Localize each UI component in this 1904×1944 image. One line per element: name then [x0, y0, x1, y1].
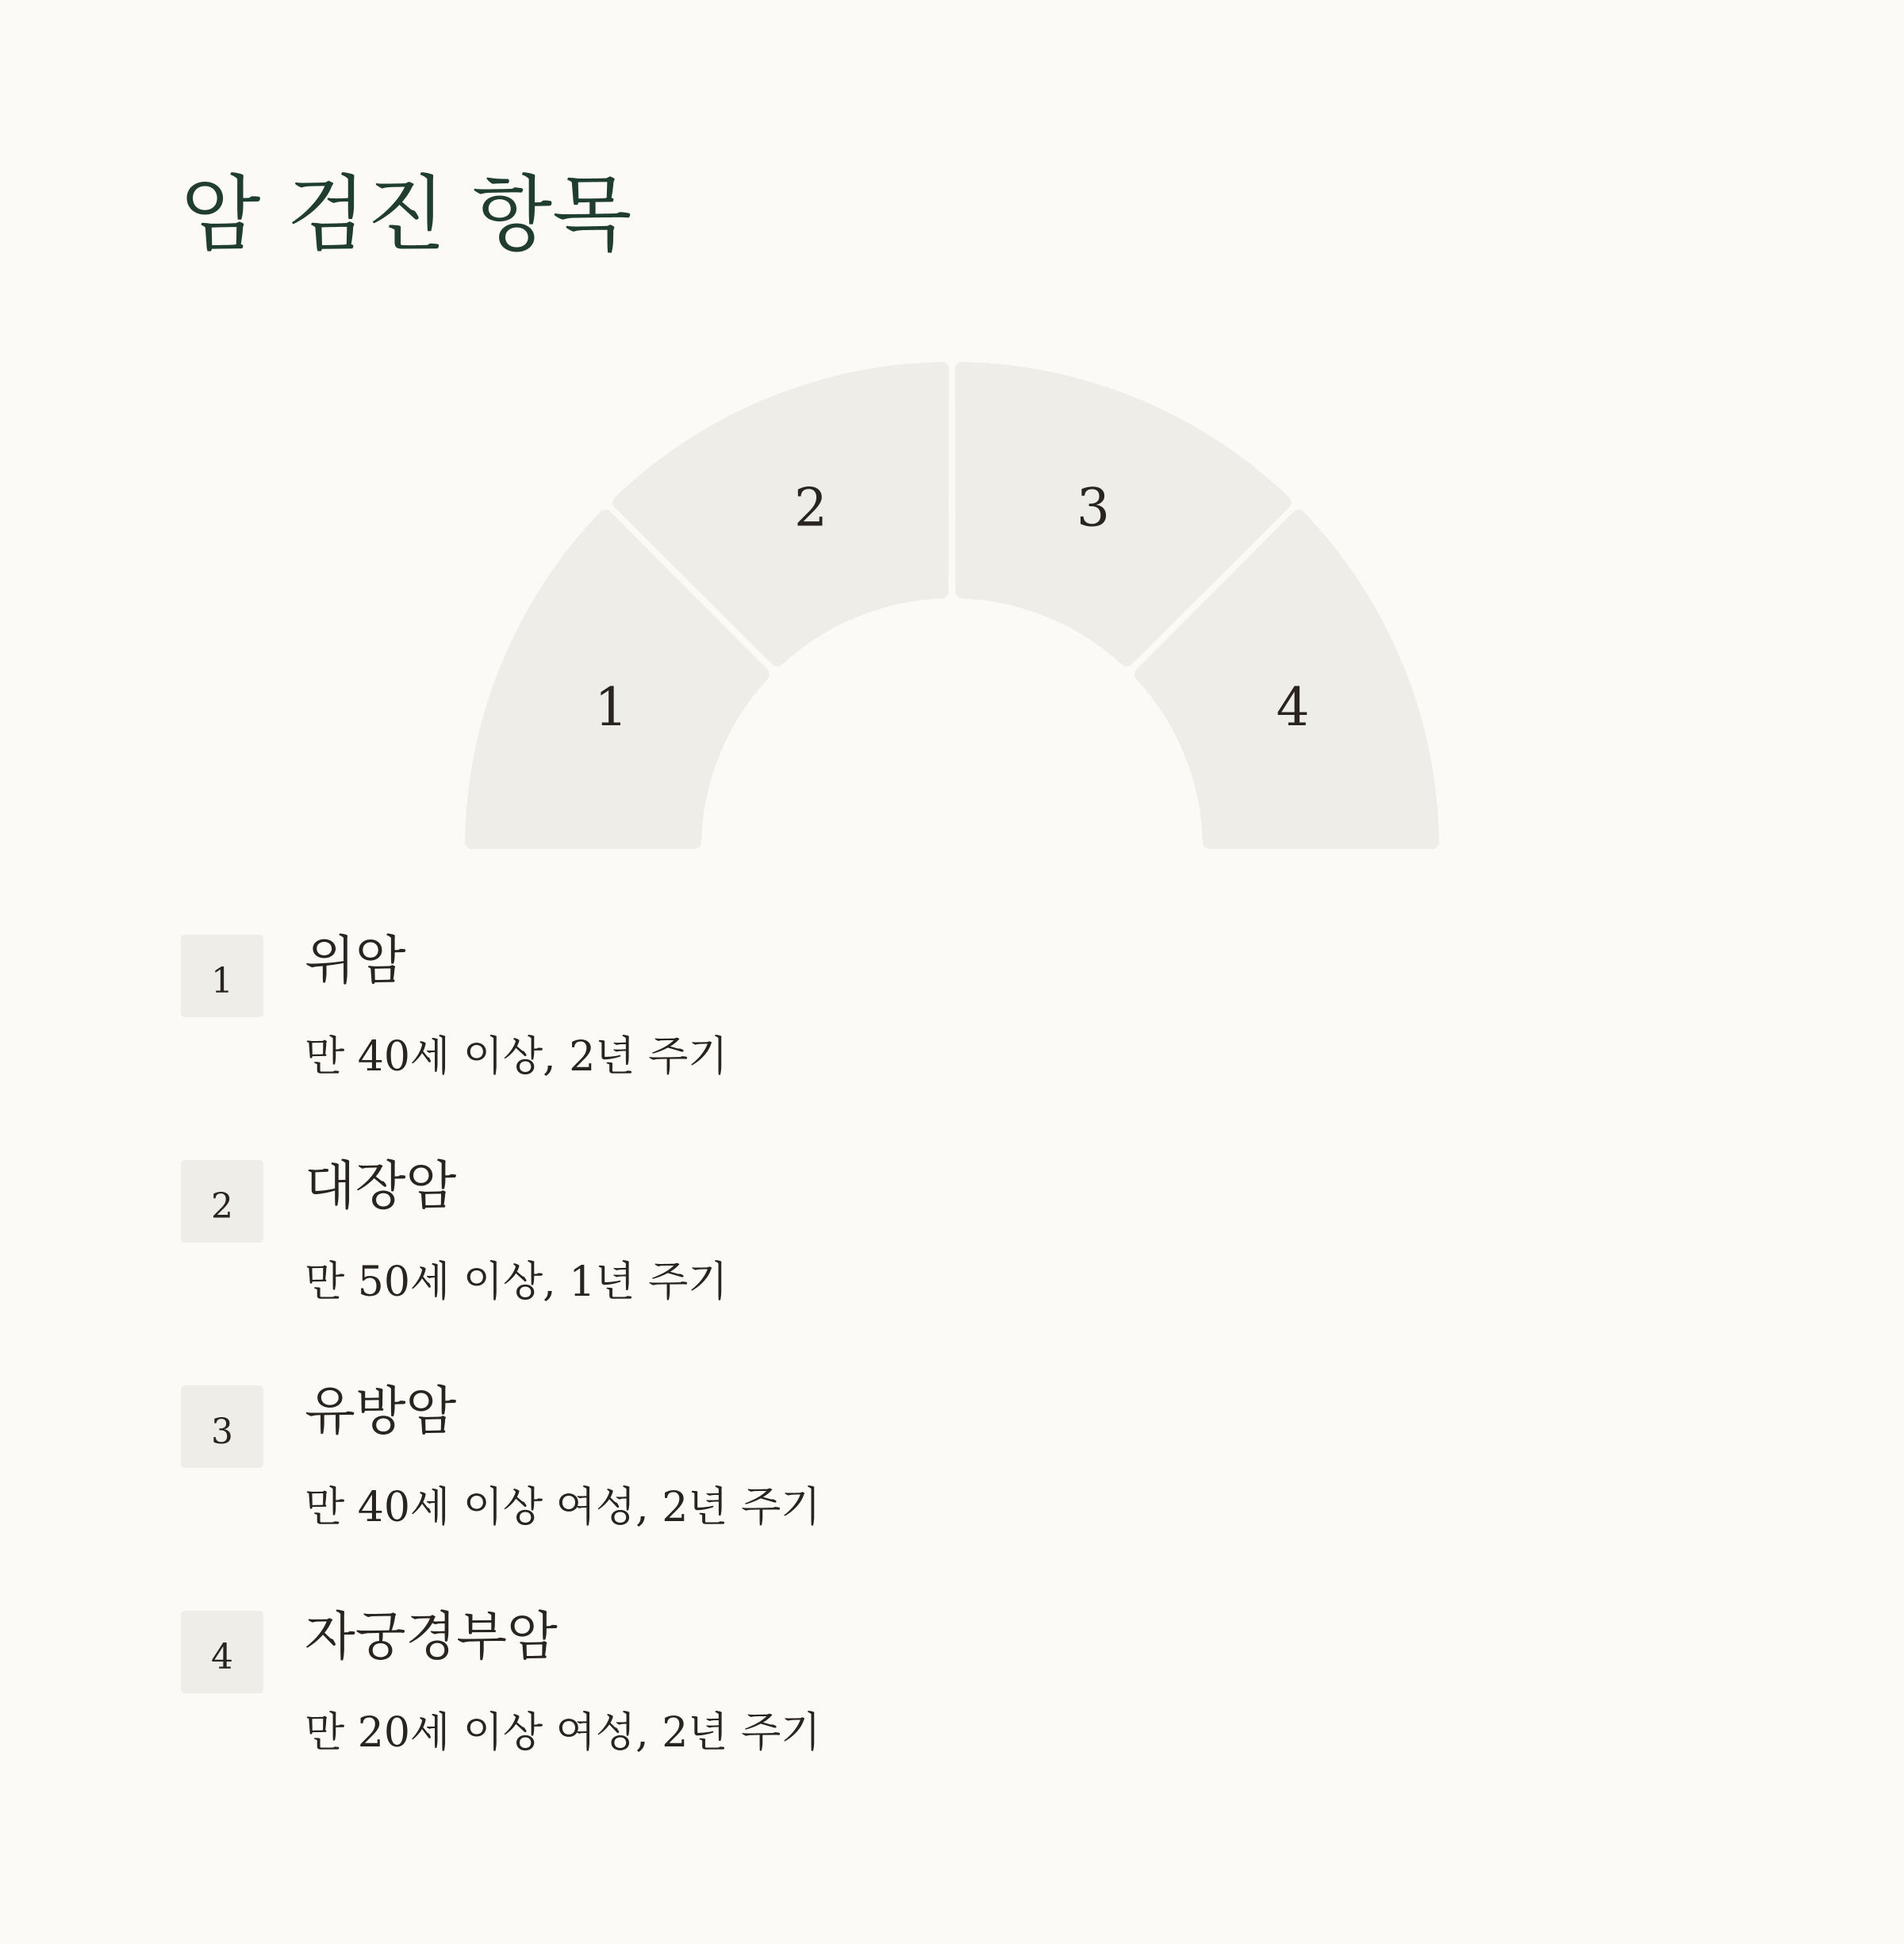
item-description: 만 50세 이상, 1년 주기: [305, 1258, 728, 1306]
item-number-badge: 3: [181, 1385, 263, 1468]
item-number-badge: 4: [181, 1611, 263, 1693]
arc-segment-number: 2: [794, 477, 828, 539]
item-description: 만 40세 이상, 2년 주기: [305, 1033, 728, 1081]
arc-segment-number: 4: [1276, 677, 1310, 739]
arc-segment-number: 3: [1076, 477, 1110, 539]
list-item: [181, 1381, 1371, 1560]
item-name: 대장암: [305, 1155, 457, 1216]
item-name: 위암: [305, 930, 406, 991]
item-description: 만 20세 이상 여성, 2년 주기: [305, 1709, 821, 1757]
item-number-badge: 2: [181, 1160, 263, 1243]
item-name: 유방암: [305, 1381, 457, 1442]
item-number-badge: 1: [181, 935, 263, 1017]
item-name: 자궁경부암: [305, 1606, 558, 1667]
arc-segment-number: 1: [594, 677, 628, 739]
item-description: 만 40세 이상 여성, 2년 주기: [305, 1484, 821, 1531]
page-title: 암 검진 항목: [181, 166, 632, 263]
list-item: [181, 1606, 1371, 1785]
list-item: [181, 1155, 1371, 1335]
list-item: [181, 930, 1371, 1109]
